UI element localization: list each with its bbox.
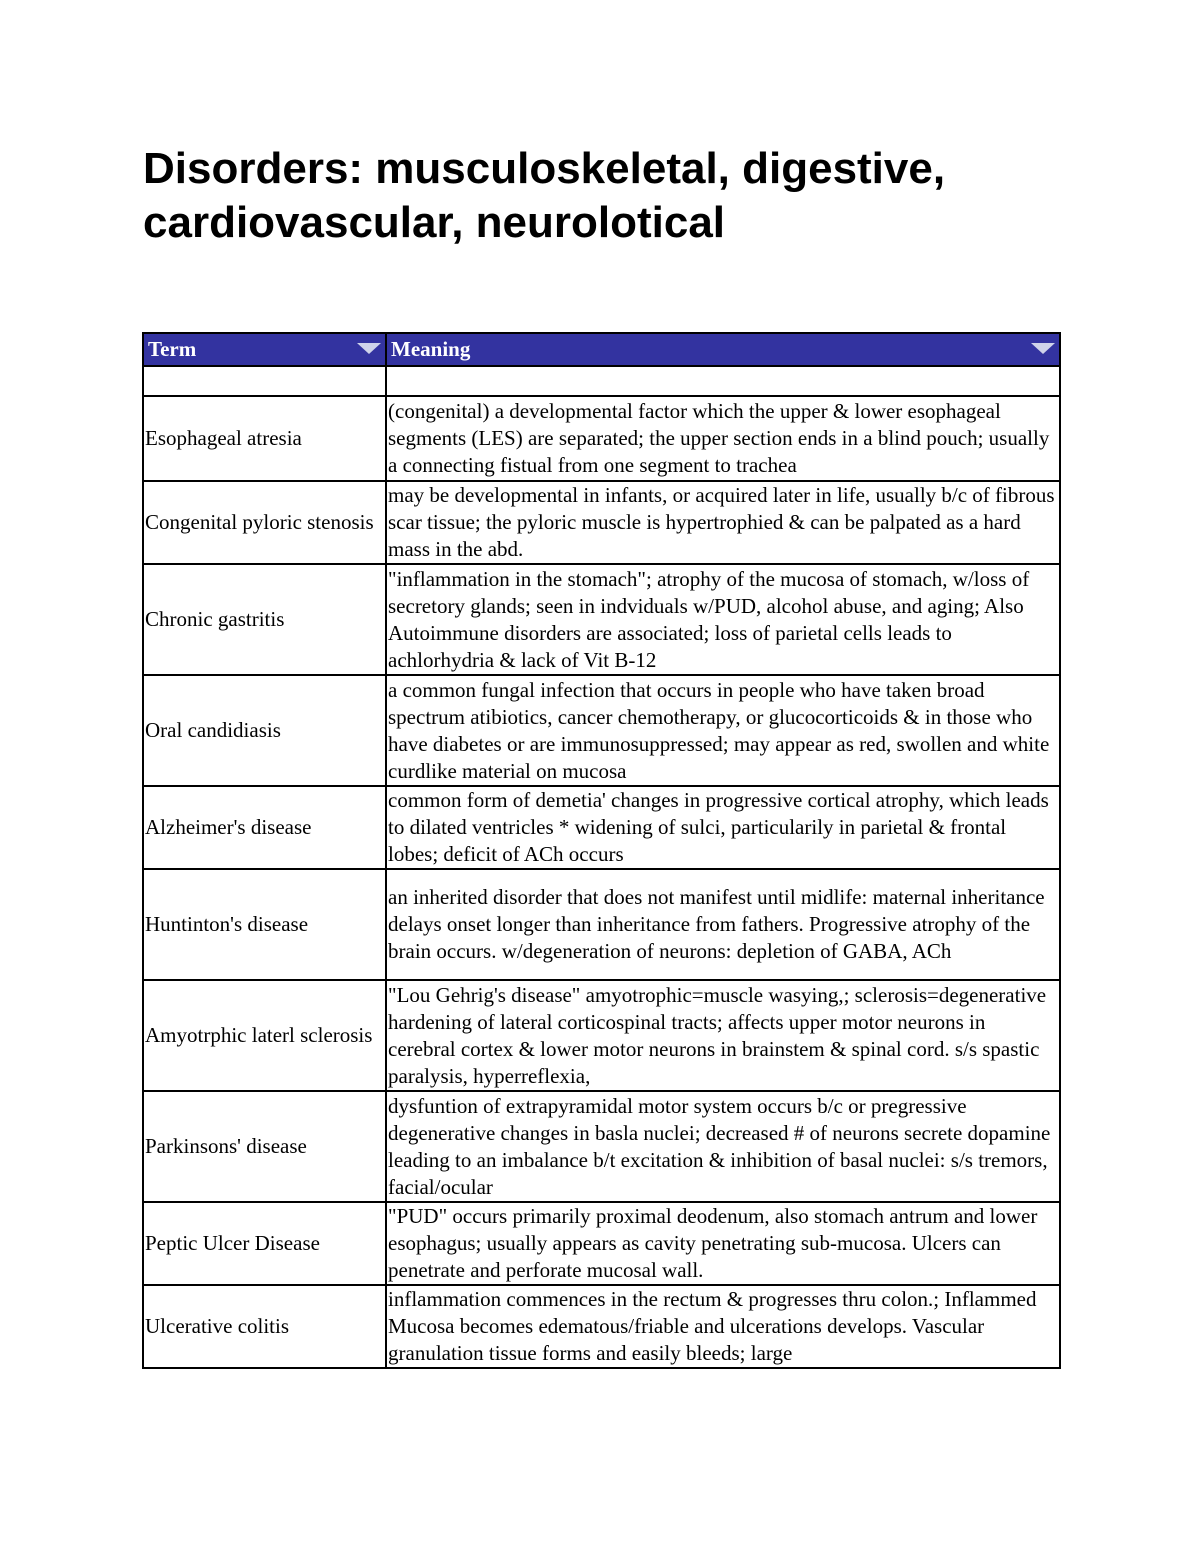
meaning-cell[interactable]: (congenital) a developmental factor which the upper & lower esophageal segments (LES) are separated; the upper section ends in a blind pouch; usually a connecting fistual from one segment to trachea — [386, 396, 1060, 481]
column-header-meaning-label: Meaning — [391, 337, 471, 361]
empty-cell[interactable] — [386, 366, 1060, 396]
meaning-cell[interactable]: "inflammation in the stomach"; atrophy of the mucosa of stomach, w/loss of secretory glands; seen in indviduals w/PUD, alcohol abuse, and aging; Also Autoimmune disorders are associated; loss of parietal cells leads to achlorhydria & lack of Vit B-12 — [386, 564, 1060, 675]
page-title: Disorders: musculoskeletal, digestive, cardiovascular, neurolotical — [143, 144, 946, 247]
table-row — [143, 1091, 1060, 1202]
term-cell[interactable]: Esophageal atresia — [143, 396, 386, 481]
meaning-text: inflammation commences in the rectum & progresses thru colon.; Inflammed Mucosa becomes edematous/friable and ulcerations develops. Vascular granulation tissue forms and easily bleeds; large — [388, 1287, 1037, 1365]
term-cell[interactable]: Parkinsons' disease — [143, 1091, 386, 1202]
term-cell[interactable]: Oral candidiasis — [143, 675, 386, 786]
table-row — [143, 1202, 1060, 1285]
table-row — [143, 481, 1060, 564]
table-row — [143, 675, 1060, 786]
term-cell[interactable]: Ulcerative colitis — [143, 1285, 386, 1368]
table-row — [143, 869, 1060, 980]
meaning-cell[interactable]: an inherited disorder that does not manifest until midlife: maternal inheritance delays onset longer than inheritance from fathers. Progressive atrophy of the brain occurs. w/degeneration of neurons: depletion of GABA, ACh — [386, 869, 1060, 980]
empty-row — [143, 366, 1060, 396]
terms-table — [142, 332, 1061, 1369]
column-header-term-label: Term — [148, 337, 197, 361]
table-header-row — [143, 333, 1060, 366]
term-cell[interactable]: Huntinton's disease — [143, 869, 386, 980]
filter-dropdown-icon[interactable] — [1031, 343, 1055, 354]
table-row — [143, 396, 1060, 481]
meaning-cell[interactable]: "PUD" occurs primarily proximal deodenum, also stomach antrum and lower esophagus; usually appears as cavity penetrating sub-mucosa. Ulcers can penetrate and perforate mucosal wall. — [386, 1202, 1060, 1285]
term-cell[interactable]: Chronic gastritis — [143, 564, 386, 675]
table-row — [143, 564, 1060, 675]
term-cell[interactable]: Congenital pyloric stenosis — [143, 481, 386, 564]
filter-dropdown-icon[interactable] — [357, 343, 381, 354]
column-header-term[interactable] — [143, 333, 386, 366]
term-cell[interactable]: Peptic Ulcer Disease — [143, 1202, 386, 1285]
meaning-cell[interactable]: may be developmental in infants, or acquired later in life, usually b/c of fibrous scar tissue; the pyloric muscle is hypertrophied & can be palpated as a hard mass in the abd. — [386, 481, 1060, 564]
empty-cell[interactable] — [143, 366, 386, 396]
meaning-cell[interactable]: a common fungal infection that occurs in people who have taken broad spectrum atibiotics, cancer chemotherapy, or glucocorticoids & in those who have diabetes or are immunosuppressed; may appear as red, swollen and white curdlike material on mucosa — [386, 675, 1060, 786]
meaning-cell[interactable]: "Lou Gehrig's disease" amyotrophic=muscle wasying,; sclerosis=degenerative hardening of lateral corticospinal tracts; affects upper motor neurons in cerebral cortex & lower motor neurons in brainstem & spinal cord. s/s spastic paralysis, hyperreflexia, — [386, 980, 1060, 1091]
table-row — [143, 980, 1060, 1091]
table-row — [143, 1285, 1060, 1368]
meaning-cell[interactable]: dysfuntion of extrapyramidal motor system occurs b/c or pregressive degenerative changes in basla nuclei; decreased # of neurons secrete dopamine leading to an imbalance b/t excitation & inhibition of basal nuclei: s/s tremors, facial/ocular — [386, 1091, 1060, 1202]
term-cell[interactable]: Alzheimer's disease — [143, 786, 386, 869]
meaning-cell[interactable]: common form of demetia' changes in progressive cortical atrophy, which leads to dilated ventricles * widening of sulci, particularily in parietal & frontal lobes; deficit of ACh occurs — [386, 786, 1060, 869]
term-cell[interactable]: Amyotrphic laterl sclerosis — [143, 980, 386, 1091]
table-row — [143, 786, 1060, 869]
meaning-cell[interactable] — [386, 1285, 1060, 1368]
column-header-meaning[interactable] — [386, 333, 1060, 366]
